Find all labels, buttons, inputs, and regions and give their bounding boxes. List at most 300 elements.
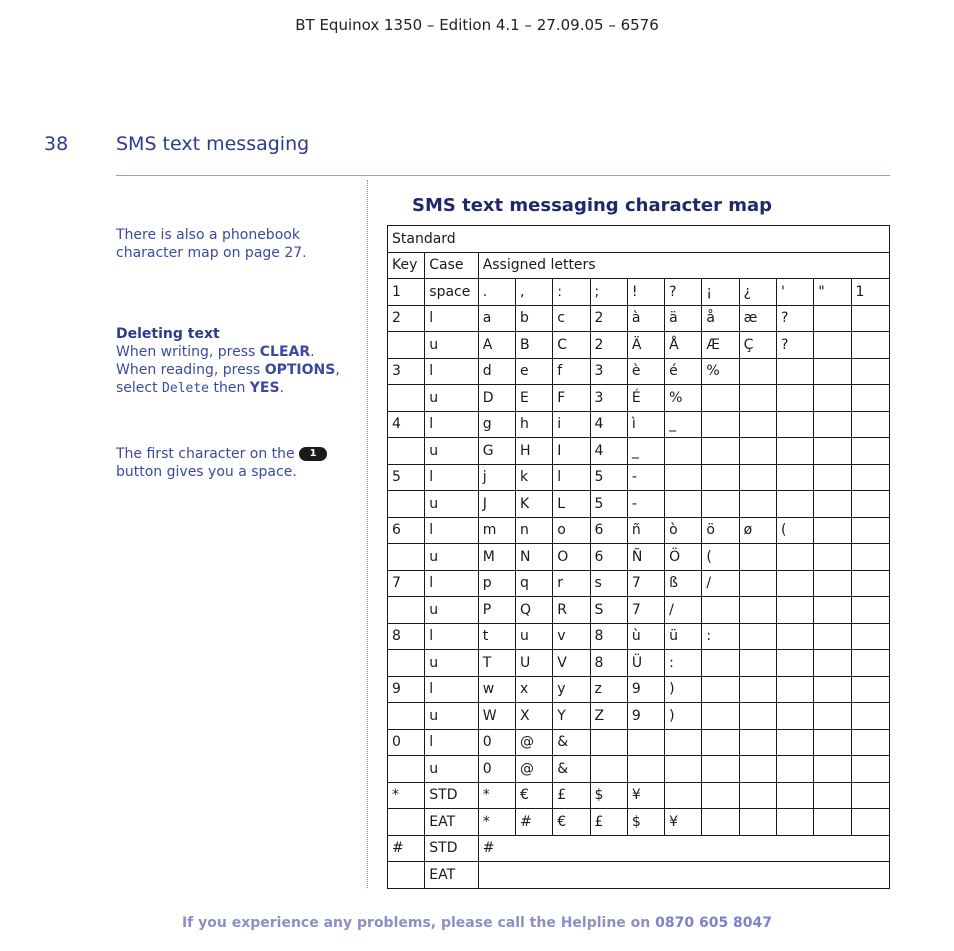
case-column-header: Case: [425, 252, 478, 279]
character-cell: *: [478, 809, 515, 836]
character-cell: k: [515, 464, 552, 491]
case-cell: l: [425, 411, 478, 438]
first-char-part: button gives you a space.: [116, 464, 297, 480]
character-cell: b: [515, 305, 552, 332]
character-cell: £: [590, 809, 627, 836]
character-cell: C: [553, 332, 590, 359]
character-cell: !: [627, 279, 664, 306]
character-cell: [814, 385, 851, 412]
first-char-part: The first character on the: [116, 446, 300, 462]
table-row: [388, 570, 890, 597]
character-cell: [590, 756, 627, 783]
table-row: [388, 305, 890, 332]
case-cell: u: [425, 650, 478, 677]
key-1-badge-icon: 1: [299, 447, 327, 461]
character-cell: r: [553, 570, 590, 597]
key-cell: [388, 491, 425, 518]
table-row: [388, 809, 890, 836]
character-cell: 6: [590, 544, 627, 571]
case-cell: l: [425, 358, 478, 385]
deleting-text-part: . When reading, press: [116, 344, 315, 378]
case-cell: STD: [425, 835, 478, 862]
key-cell: 1: [388, 279, 425, 306]
character-cell: [776, 411, 813, 438]
character-cell: [665, 491, 702, 518]
character-cell: M: [478, 544, 515, 571]
character-cell: 7: [627, 570, 664, 597]
character-cell: [702, 756, 739, 783]
case-cell: l: [425, 729, 478, 756]
character-cell: [776, 438, 813, 465]
footer-text: If you experience any problems, please call the Helpline on: [181, 915, 656, 931]
character-cell: [739, 809, 776, 836]
character-cell: :: [553, 279, 590, 306]
key-cell: *: [388, 782, 425, 809]
character-cell: ": [814, 279, 851, 306]
case-cell: u: [425, 544, 478, 571]
character-cell: [851, 756, 890, 783]
character-cell: 5: [590, 491, 627, 518]
table-row-hash: [388, 862, 890, 889]
character-cell: P: [478, 597, 515, 624]
case-cell: EAT: [425, 862, 478, 889]
character-cell: [739, 729, 776, 756]
character-cell: [814, 517, 851, 544]
character-cell: /: [702, 570, 739, 597]
case-cell: u: [425, 332, 478, 359]
table-row: [388, 729, 890, 756]
table-row: [388, 464, 890, 491]
character-cell: [814, 729, 851, 756]
options-keyword: OPTIONS: [264, 362, 336, 378]
character-cell: [814, 650, 851, 677]
character-cell: $: [627, 809, 664, 836]
key-cell: 2: [388, 305, 425, 332]
character-cell: [776, 676, 813, 703]
character-cell: [776, 756, 813, 783]
character-cell: è: [627, 358, 664, 385]
character-cell: [702, 464, 739, 491]
character-cell: Ä: [627, 332, 664, 359]
character-cell: 8: [590, 623, 627, 650]
character-cell: 1: [851, 279, 890, 306]
character-cell: E: [515, 385, 552, 412]
table-row: [388, 517, 890, 544]
character-cell: [776, 703, 813, 730]
character-cell: 7: [627, 597, 664, 624]
character-cell: V: [553, 650, 590, 677]
character-cell: [702, 597, 739, 624]
table-row: [388, 650, 890, 677]
character-cell: z: [590, 676, 627, 703]
character-cell: [814, 703, 851, 730]
character-cell: #: [515, 809, 552, 836]
character-map-table: [387, 225, 890, 889]
character-cell: [776, 729, 813, 756]
table-row: [388, 411, 890, 438]
character-cell: q: [515, 570, 552, 597]
character-cell: ¥: [627, 782, 664, 809]
character-cell: K: [515, 491, 552, 518]
character-cell: [739, 491, 776, 518]
table-row-hash: [388, 835, 890, 862]
character-cell: p: [478, 570, 515, 597]
character-cell: [814, 676, 851, 703]
character-cell: [851, 570, 890, 597]
character-cell: [702, 411, 739, 438]
character-cell: [739, 544, 776, 571]
character-cell: [851, 782, 890, 809]
assigned-letters-header: Assigned letters: [478, 252, 889, 279]
character-cell: j: [478, 464, 515, 491]
character-cell: ä: [665, 305, 702, 332]
key-cell: [388, 703, 425, 730]
character-cell: ì: [627, 411, 664, 438]
character-cell: W: [478, 703, 515, 730]
character-cell: Y: [553, 703, 590, 730]
section-title: SMS text messaging: [116, 133, 310, 155]
key-cell: 9: [388, 676, 425, 703]
case-cell: l: [425, 305, 478, 332]
character-cell: [665, 756, 702, 783]
character-cell: #: [478, 835, 889, 862]
character-cell: :: [702, 623, 739, 650]
character-cell: I: [553, 438, 590, 465]
phonebook-note: There is also a phonebook character map on page 27.: [116, 227, 307, 261]
character-cell: ¡: [702, 279, 739, 306]
character-cell: U: [515, 650, 552, 677]
character-cell: &: [553, 756, 590, 783]
character-cell: (: [776, 517, 813, 544]
key-cell: 0: [388, 729, 425, 756]
character-cell: 6: [590, 517, 627, 544]
character-cell: [739, 703, 776, 730]
character-cell: _: [627, 438, 664, 465]
character-cell: 5: [590, 464, 627, 491]
helpline-footer: [0, 915, 954, 931]
table-standard-row: [388, 226, 890, 253]
character-cell: Ñ: [627, 544, 664, 571]
character-cell: [814, 332, 851, 359]
character-cell: O: [553, 544, 590, 571]
character-cell: [851, 411, 890, 438]
character-cell: %: [665, 385, 702, 412]
character-cell: [739, 411, 776, 438]
character-cell: [851, 676, 890, 703]
character-cell: /: [665, 597, 702, 624]
character-cell: B: [515, 332, 552, 359]
key-cell: [388, 597, 425, 624]
character-cell: @: [515, 729, 552, 756]
character-cell: 2: [590, 305, 627, 332]
character-cell: [814, 782, 851, 809]
key-cell: [388, 332, 425, 359]
character-cell: [851, 438, 890, 465]
character-cell: [814, 491, 851, 518]
character-cell: [665, 464, 702, 491]
character-cell: T: [478, 650, 515, 677]
character-cell: c: [553, 305, 590, 332]
table-row: [388, 623, 890, 650]
table-row: [388, 332, 890, 359]
character-cell: [776, 358, 813, 385]
character-cell: ¿: [739, 279, 776, 306]
character-cell: Ç: [739, 332, 776, 359]
character-cell: €: [515, 782, 552, 809]
character-cell: Ö: [665, 544, 702, 571]
character-cell: [851, 385, 890, 412]
character-cell: [739, 676, 776, 703]
character-cell: [776, 597, 813, 624]
delete-keyword: Delete: [162, 381, 210, 396]
character-cell: [665, 729, 702, 756]
character-cell: £: [553, 782, 590, 809]
character-cell: [851, 332, 890, 359]
character-cell: F: [553, 385, 590, 412]
character-cell: [776, 650, 813, 677]
character-cell: D: [478, 385, 515, 412]
character-cell: [851, 544, 890, 571]
character-cell: [851, 464, 890, 491]
character-cell: u: [515, 623, 552, 650]
character-cell: *: [478, 782, 515, 809]
character-cell: Q: [515, 597, 552, 624]
character-cell: [814, 597, 851, 624]
character-cell: ü: [665, 623, 702, 650]
character-cell: g: [478, 411, 515, 438]
character-cell: à: [627, 305, 664, 332]
character-cell: l: [553, 464, 590, 491]
table-header-row: [388, 252, 890, 279]
key-cell: 3: [388, 358, 425, 385]
clear-keyword: CLEAR: [259, 344, 311, 360]
yes-keyword: YES: [249, 380, 280, 396]
key-cell: #: [388, 835, 425, 862]
case-cell: u: [425, 703, 478, 730]
character-cell: é: [665, 358, 702, 385]
character-cell: [814, 305, 851, 332]
deleting-text-part: , select: [116, 362, 340, 396]
character-cell: [776, 809, 813, 836]
case-cell: u: [425, 756, 478, 783]
character-cell: x: [515, 676, 552, 703]
character-cell: [702, 676, 739, 703]
case-cell: u: [425, 597, 478, 624]
character-cell: [739, 358, 776, 385]
character-cell: [702, 650, 739, 677]
character-cell: m: [478, 517, 515, 544]
table-row: [388, 703, 890, 730]
character-cell: æ: [739, 305, 776, 332]
character-cell: [702, 491, 739, 518]
character-cell: [814, 544, 851, 571]
character-cell: Æ: [702, 332, 739, 359]
character-cell: [739, 464, 776, 491]
character-cell: [702, 729, 739, 756]
character-cell: ): [665, 703, 702, 730]
character-cell: &: [553, 729, 590, 756]
character-cell: ò: [665, 517, 702, 544]
character-cell: :: [665, 650, 702, 677]
character-cell: e: [515, 358, 552, 385]
character-cell: t: [478, 623, 515, 650]
character-cell: [627, 729, 664, 756]
key-cell: 4: [388, 411, 425, 438]
character-cell: ø: [739, 517, 776, 544]
character-cell: 4: [590, 411, 627, 438]
character-cell: ): [665, 676, 702, 703]
character-cell: [739, 756, 776, 783]
case-cell: l: [425, 464, 478, 491]
character-cell: 9: [627, 703, 664, 730]
key-cell: [388, 385, 425, 412]
deleting-text-note: [116, 325, 356, 398]
character-cell: [739, 570, 776, 597]
case-cell: l: [425, 623, 478, 650]
deleting-text-part: When writing, press: [116, 344, 260, 360]
key-cell: [388, 862, 425, 889]
character-cell: ñ: [627, 517, 664, 544]
table-row: [388, 597, 890, 624]
character-cell: [739, 650, 776, 677]
character-cell: [814, 358, 851, 385]
character-cell: ß: [665, 570, 702, 597]
character-cell: w: [478, 676, 515, 703]
deleting-text-part: .: [279, 380, 285, 396]
character-cell: [627, 756, 664, 783]
character-cell: [814, 623, 851, 650]
character-cell: [851, 623, 890, 650]
table-row: [388, 438, 890, 465]
character-cell: €: [553, 809, 590, 836]
character-cell: [851, 650, 890, 677]
deleting-text-heading: Deleting text: [116, 326, 220, 342]
character-cell: [665, 782, 702, 809]
character-cell: (: [702, 544, 739, 571]
character-cell: %: [702, 358, 739, 385]
character-cell: @: [515, 756, 552, 783]
table-row: [388, 491, 890, 518]
character-cell: d: [478, 358, 515, 385]
character-cell: R: [553, 597, 590, 624]
case-cell: u: [425, 385, 478, 412]
character-cell: [814, 570, 851, 597]
character-cell: 0: [478, 729, 515, 756]
character-cell: [851, 729, 890, 756]
character-map-title: SMS text messaging character map: [412, 195, 773, 216]
case-cell: STD: [425, 782, 478, 809]
character-cell: ?: [665, 279, 702, 306]
character-cell: [814, 438, 851, 465]
character-cell: 2: [590, 332, 627, 359]
character-cell: Å: [665, 332, 702, 359]
character-cell: y: [553, 676, 590, 703]
character-cell: [814, 411, 851, 438]
character-cell: [851, 703, 890, 730]
character-cell: _: [665, 411, 702, 438]
document-header: BT Equinox 1350 – Edition 4.1 – 27.09.05 – 6576: [295, 16, 659, 34]
character-cell: Z: [590, 703, 627, 730]
character-cell: [739, 623, 776, 650]
table-row: [388, 279, 890, 306]
character-cell: [739, 438, 776, 465]
character-cell: 9: [627, 676, 664, 703]
character-cell: N: [515, 544, 552, 571]
key-cell: 5: [388, 464, 425, 491]
table-row: [388, 782, 890, 809]
table-row: [388, 544, 890, 571]
key-cell: [388, 650, 425, 677]
key-cell: [388, 756, 425, 783]
case-cell: l: [425, 517, 478, 544]
character-cell: A: [478, 332, 515, 359]
character-cell: h: [515, 411, 552, 438]
case-cell: u: [425, 491, 478, 518]
deleting-text-body: [116, 343, 356, 398]
character-cell: å: [702, 305, 739, 332]
character-cell: [702, 438, 739, 465]
character-cell: [702, 703, 739, 730]
character-cell: [702, 782, 739, 809]
character-cell: Ü: [627, 650, 664, 677]
character-cell: o: [553, 517, 590, 544]
standard-label: Standard: [388, 226, 890, 253]
character-cell: s: [590, 570, 627, 597]
character-cell: [702, 809, 739, 836]
character-cell: [851, 491, 890, 518]
table-row: [388, 676, 890, 703]
character-cell: [851, 358, 890, 385]
character-cell: a: [478, 305, 515, 332]
character-cell: ?: [776, 305, 813, 332]
key-cell: 7: [388, 570, 425, 597]
key-cell: 6: [388, 517, 425, 544]
case-cell: u: [425, 438, 478, 465]
character-cell: [665, 438, 702, 465]
character-cell: ?: [776, 332, 813, 359]
page-number: 38: [44, 133, 69, 155]
key-cell: [388, 438, 425, 465]
character-cell: ù: [627, 623, 664, 650]
character-cell: [814, 809, 851, 836]
character-cell: ¥: [665, 809, 702, 836]
character-cell: [739, 597, 776, 624]
character-cell: [776, 623, 813, 650]
character-cell: $: [590, 782, 627, 809]
character-cell: [814, 756, 851, 783]
table-row: [388, 385, 890, 412]
character-cell: [814, 464, 851, 491]
character-cell: [851, 517, 890, 544]
table-row: [388, 756, 890, 783]
character-cell: [851, 597, 890, 624]
key-cell: [388, 809, 425, 836]
character-cell: 4: [590, 438, 627, 465]
character-cell: .: [478, 279, 515, 306]
character-cell: [776, 385, 813, 412]
header-rule: [116, 175, 890, 176]
key-cell: 8: [388, 623, 425, 650]
case-cell: EAT: [425, 809, 478, 836]
character-cell: [590, 729, 627, 756]
character-cell: [776, 464, 813, 491]
character-cell: 3: [590, 385, 627, 412]
character-cell: É: [627, 385, 664, 412]
case-cell: l: [425, 570, 478, 597]
key-cell: [388, 544, 425, 571]
character-cell: [851, 305, 890, 332]
first-character-note: [116, 445, 356, 481]
